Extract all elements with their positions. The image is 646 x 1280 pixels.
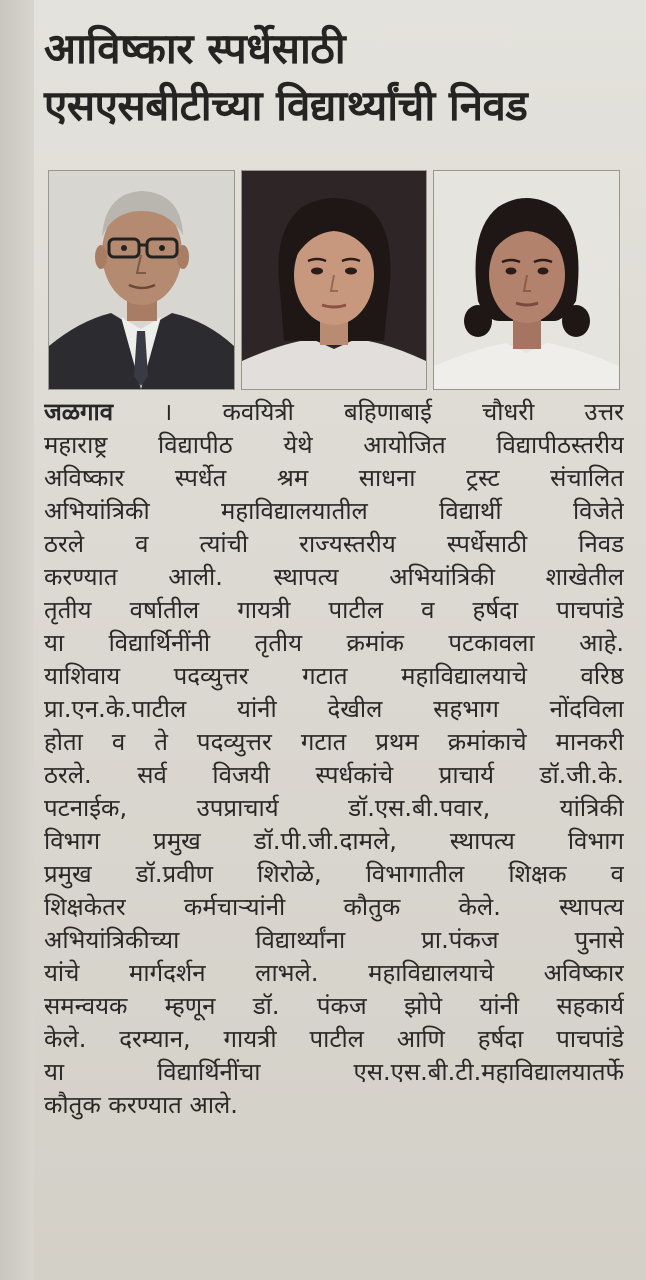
article-line: होता व ते पदव्युत्तर गटात प्रथम क्रमांकाचे मानकरी bbox=[44, 728, 624, 756]
article-line: प्रा.एन.के.पाटील यांनी देखील सहभाग नोंदविला bbox=[44, 695, 624, 723]
photo-woman bbox=[241, 170, 427, 390]
photo-girl bbox=[433, 170, 620, 390]
article-line-text: । कवयित्री बहिणाबाई चौधरी उत्तर bbox=[163, 398, 624, 426]
article-line: याशिवाय पदव्युत्तर गटात महाविद्यालयाचे वरिष्ठ bbox=[44, 662, 624, 690]
headline bbox=[44, 20, 634, 134]
article-line: या विद्यार्थिनींचा एस.एस.बी.टी.महाविद्यालयातर्फे bbox=[44, 1058, 624, 1086]
article-body bbox=[44, 396, 624, 1122]
article-line: महाराष्ट्र विद्यापीठ येथे आयोजित विद्यापीठस्तरीय bbox=[44, 431, 624, 459]
article-line: अविष्कार स्पर्धेत श्रम साधना ट्रस्ट संचालित bbox=[44, 464, 624, 492]
article-line: प्रमुख डॉ.प्रवीण शिरोळे, विभागातील शिक्षक व bbox=[44, 860, 624, 888]
article-line: पटनाईक, उपप्राचार्य डॉ.एस.बी.पवार, यांत्रिकी bbox=[44, 794, 624, 822]
headline-line-2: एसएसबीटीच्या विद्यार्थ्यांची निवड bbox=[44, 81, 528, 130]
article-line: ठरले. सर्व विजयी स्पर्धकांचे प्राचार्य डॉ.जी.के. bbox=[44, 761, 624, 789]
article-line: यांचे मार्गदर्शन लाभले. महाविद्यालयाचे अविष्कार bbox=[44, 959, 624, 987]
dateline: जळगाव bbox=[44, 398, 114, 426]
page-fold-shadow bbox=[0, 0, 34, 1280]
man-portrait-photo-icon bbox=[49, 171, 234, 389]
article-line: समन्वयक म्हणून डॉ. पंकज झोपे यांनी सहकार्य bbox=[44, 992, 624, 1020]
article-line bbox=[44, 396, 624, 429]
article-line: तृतीय वर्षातील गायत्री पाटील व हर्षदा पाचपांडे bbox=[44, 596, 624, 624]
woman-portrait-photo-icon bbox=[242, 171, 426, 389]
article-line: शिक्षकेतर कर्मचाऱ्यांनी कौतुक केले. स्थापत्य bbox=[44, 893, 624, 921]
article-line: केले. दरम्यान, गायत्री पाटील आणि हर्षदा पाचपांडे bbox=[44, 1025, 624, 1053]
article-line: विभाग प्रमुख डॉ.पी.जी.दामले, स्थापत्य विभाग bbox=[44, 827, 624, 855]
girl-portrait-photo-icon bbox=[434, 171, 619, 389]
article-line: ठरले व त्यांची राज्यस्तरीय स्पर्धेसाठी निवड bbox=[44, 530, 624, 558]
article-line: कौतुक करण्यात आले. bbox=[44, 1091, 238, 1119]
article-line: अभियांत्रिकी महाविद्यालयातील विद्यार्थी विजेते bbox=[44, 497, 624, 525]
article-line: अभियांत्रिकीच्या विद्यार्थ्यांना प्रा.पंकज पुनासे bbox=[44, 926, 624, 954]
article-line: करण्यात आली. स्थापत्य अभियांत्रिकी शाखेतील bbox=[44, 563, 624, 591]
photo-man bbox=[48, 170, 235, 390]
article-line: या विद्यार्थिनींनी तृतीय क्रमांक पटकावला आहे. bbox=[44, 629, 624, 657]
headline-line-1: आविष्कार स्पर्धेसाठी bbox=[44, 24, 346, 73]
